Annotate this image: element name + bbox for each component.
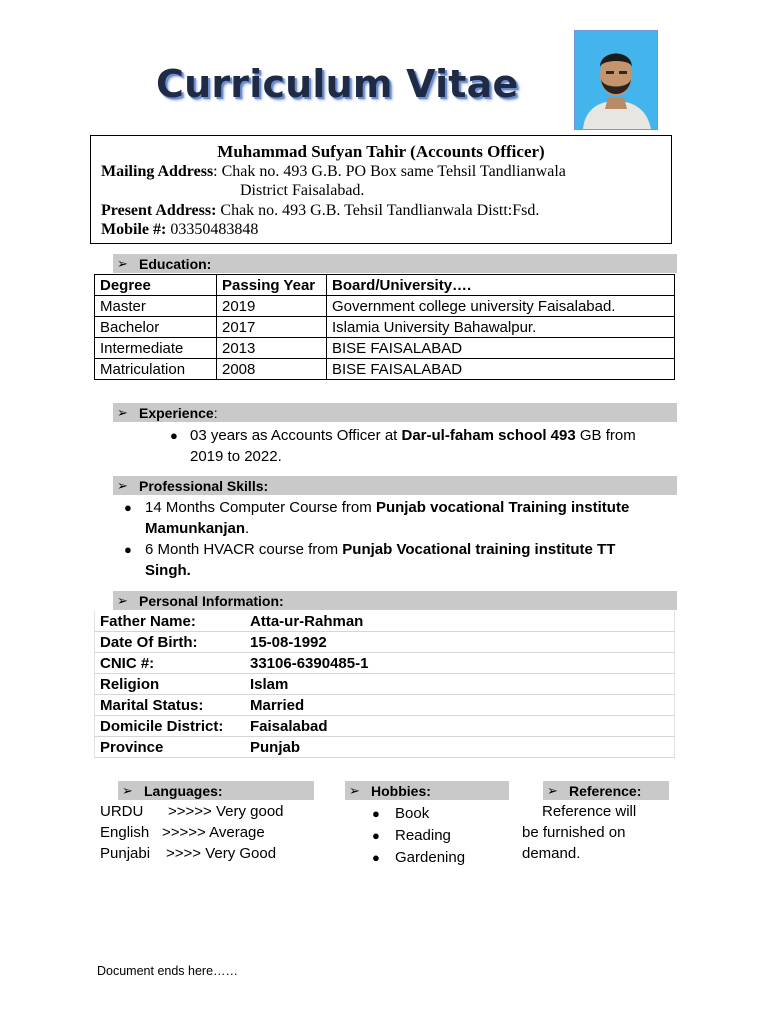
skills-heading-bar xyxy=(113,476,677,495)
bullet-icon: ● xyxy=(124,542,132,557)
table-row xyxy=(95,674,675,695)
table-row xyxy=(95,611,675,632)
column-header: Degree xyxy=(95,275,217,296)
bullet-icon: ● xyxy=(372,828,380,843)
table-cell: BISE FAISALABAD xyxy=(327,359,675,380)
table-cell: 2013 xyxy=(217,338,327,359)
arrowhead-icon: ➢ xyxy=(117,477,128,493)
language-level: >>>> Very Good xyxy=(166,845,277,862)
field-value: Punjab xyxy=(245,737,675,758)
hobby-item: Book xyxy=(395,805,430,822)
language-name: URDU xyxy=(100,803,144,820)
field-label: CNIC #: xyxy=(95,653,246,674)
skill-institute-location: Mamunkanjan xyxy=(145,520,246,537)
table-cell: Government college university Faisalabad. xyxy=(327,296,675,317)
mailing-address-continued: District Faisalabad. xyxy=(240,182,365,199)
arrowhead-icon: ➢ xyxy=(117,592,128,608)
language-level: >>>>> Average xyxy=(162,824,265,841)
table-cell: 2008 xyxy=(217,359,327,380)
bullet-icon: ● xyxy=(170,428,178,443)
reference-heading-bar xyxy=(543,781,669,800)
table-row xyxy=(95,359,675,380)
bullet-icon: ● xyxy=(372,850,380,865)
skill-institute-location: Singh. xyxy=(145,562,191,579)
person-portrait-icon xyxy=(575,31,657,129)
hobby-item: Gardening xyxy=(395,849,466,866)
table-row xyxy=(95,716,675,737)
field-label: Father Name: xyxy=(95,611,246,632)
skill-item xyxy=(145,497,629,539)
education-table xyxy=(94,274,675,380)
skill-institute: Punjab vocational Training institute xyxy=(375,499,630,516)
field-value: Atta-ur-Rahman xyxy=(245,611,675,632)
field-label: Province xyxy=(95,737,246,758)
mobile-label: Mobile #: xyxy=(101,221,167,238)
mobile-value: 03350483848 xyxy=(166,221,259,238)
column-header: Board/University…. xyxy=(327,275,675,296)
experience-text: 03 years as Accounts Officer at xyxy=(190,427,402,444)
experience-heading-colon: : xyxy=(213,404,218,421)
arrowhead-icon: ➢ xyxy=(349,782,360,798)
skill-text: 14 Months Computer Course from xyxy=(145,499,376,516)
field-label: Date Of Birth: xyxy=(95,632,246,653)
reference-heading: Reference: xyxy=(569,782,642,799)
arrowhead-icon: ➢ xyxy=(122,782,133,798)
mailing-address-label: Mailing Address xyxy=(101,162,214,180)
present-address-label: Present Address: xyxy=(101,201,217,219)
table-cell: Bachelor xyxy=(95,317,217,338)
table-cell: BISE FAISALABAD xyxy=(327,338,675,359)
column-header: Passing Year xyxy=(217,275,327,296)
arrowhead-icon: ➢ xyxy=(117,255,128,271)
reference-text xyxy=(522,801,636,864)
profile-photo xyxy=(574,30,658,130)
experience-employer: Dar-ul-faham school 493 xyxy=(401,427,576,444)
field-label: Domicile District: xyxy=(95,716,246,737)
table-row xyxy=(95,632,675,653)
hobby-item: Reading xyxy=(395,827,451,844)
experience-heading: Experience xyxy=(139,404,214,421)
candidate-name: Muhammad Sufyan Tahir (Accounts Officer) xyxy=(217,142,545,161)
table-row xyxy=(95,653,675,674)
table-row xyxy=(95,737,675,758)
table-row xyxy=(95,317,675,338)
personal-info-table xyxy=(94,611,675,758)
education-heading: Education: xyxy=(139,255,212,272)
languages-list xyxy=(100,801,284,864)
table-row xyxy=(95,338,675,359)
skill-institute: Punjab Vocational training institute TT xyxy=(342,541,616,558)
table-cell: Master xyxy=(95,296,217,317)
field-label: Religion xyxy=(95,674,246,695)
skill-item xyxy=(145,539,615,581)
language-name: English xyxy=(100,824,150,841)
personal-heading: Personal Information: xyxy=(139,592,284,609)
languages-heading-bar xyxy=(118,781,314,800)
table-cell: Islamia University Bahawalpur. xyxy=(327,317,675,338)
field-label: Marital Status: xyxy=(95,695,246,716)
list-item xyxy=(100,843,284,864)
hobbies-heading-bar xyxy=(345,781,509,800)
table-cell: Intermediate xyxy=(95,338,217,359)
experience-text: GB from xyxy=(575,427,636,444)
field-value: Islam xyxy=(245,674,675,695)
language-level: >>>>> Very good xyxy=(168,803,284,820)
field-value: 33106-6390485-1 xyxy=(245,653,675,674)
arrowhead-icon: ➢ xyxy=(117,404,128,420)
experience-heading-bar xyxy=(113,403,677,422)
table-cell: Matriculation xyxy=(95,359,217,380)
table-header-row xyxy=(95,275,675,296)
field-value: Faisalabad xyxy=(245,716,675,737)
mailing-address-value: : Chak no. 493 G.B. PO Box same Tehsil Tandlianwala xyxy=(213,162,566,180)
reference-line: Reference will xyxy=(542,803,637,820)
document-footer: Document ends here…… xyxy=(97,964,239,978)
experience-dates: 2019 to 2022. xyxy=(190,448,282,465)
present-address-value: Chak no. 493 G.B. Tehsil Tandlianwala Distt:Fsd. xyxy=(216,201,540,219)
skill-text: . xyxy=(245,520,250,537)
field-value: 15-08-1992 xyxy=(245,632,675,653)
skill-text: 6 Month HVACR course from xyxy=(145,541,343,558)
table-row xyxy=(95,695,675,716)
bullet-icon: ● xyxy=(124,500,132,515)
bullet-icon: ● xyxy=(372,806,380,821)
table-cell: 2017 xyxy=(217,317,327,338)
table-cell: 2019 xyxy=(217,296,327,317)
reference-line: demand. xyxy=(522,845,581,862)
language-name: Punjabi xyxy=(100,845,151,862)
personal-heading-bar xyxy=(113,591,677,610)
cv-title: Curriculum Vitae xyxy=(156,62,519,106)
hobbies-heading: Hobbies: xyxy=(371,782,431,799)
languages-heading: Languages: xyxy=(144,782,223,799)
skills-heading: Professional Skills: xyxy=(139,477,269,494)
education-heading-bar xyxy=(113,254,677,273)
field-value: Married xyxy=(245,695,675,716)
list-item xyxy=(100,822,284,843)
experience-item xyxy=(190,425,636,467)
list-item xyxy=(100,801,284,822)
table-row xyxy=(95,296,675,317)
contact-header-box xyxy=(90,135,672,244)
arrowhead-icon: ➢ xyxy=(547,782,558,798)
reference-line: be furnished on xyxy=(522,824,626,841)
